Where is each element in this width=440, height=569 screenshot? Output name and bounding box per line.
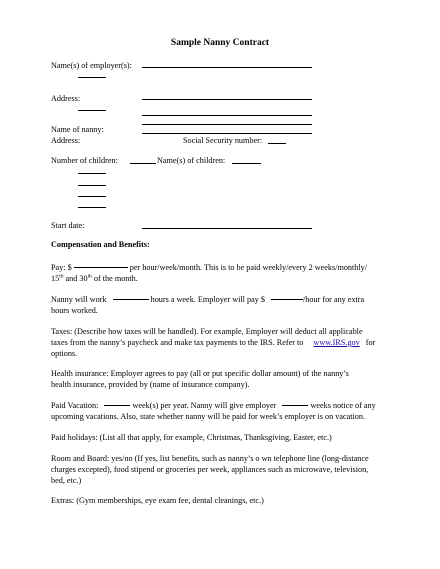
taxes-line-1: Taxes: (Describe how taxes will be handled). For example, Employer will deduct all applicable: [51, 327, 363, 336]
ssn-label: Social Security number:: [183, 136, 263, 145]
pay-sup-1: th: [59, 273, 64, 280]
children-names-line-4[interactable]: [78, 196, 106, 197]
vacation-prefix: Paid Vacation:: [51, 401, 99, 410]
employer-field-line[interactable]: [142, 67, 312, 68]
room-board-line-2: charges excepted), food stipend or groceries per week, appliances such as microwave, television,: [51, 465, 369, 474]
taxes-line-3: options.: [51, 349, 78, 358]
children-names-line-3[interactable]: [78, 185, 106, 186]
pay-line-2: [51, 273, 138, 284]
employer-address-line-2[interactable]: [78, 110, 106, 111]
vacation-line-2: upcoming vacations. Also, state whether nanny will be paid for week’s employer is on vacation.: [51, 412, 366, 421]
irs-link[interactable]: www.IRS.gov: [313, 338, 360, 347]
health-line-2: health insurance, provided by (name of insurance company).: [51, 380, 250, 389]
ssn-line[interactable]: [268, 143, 286, 144]
vacation-notice-line[interactable]: [282, 405, 308, 406]
children-names-label: Name(s) of children:: [157, 156, 226, 165]
employer-label: Name(s) of employer(s):: [51, 61, 132, 70]
children-count-line[interactable]: [130, 163, 156, 164]
vacation-mid: week(s) per year. Nanny will give employer: [132, 401, 277, 410]
nanny-address-line[interactable]: [142, 133, 312, 134]
children-names-line-5[interactable]: [78, 207, 106, 208]
pay-paragraph: [51, 262, 367, 273]
pay-prefix: Pay: $: [51, 263, 72, 272]
compensation-heading: Compensation and Benefits:: [51, 240, 150, 249]
room-board-line-1: Room and Board: yes/no (If yes, list benefits, such as nanny’s o wn telephone line (long-distance: [51, 454, 369, 463]
hours-prefix: Nanny will work: [51, 295, 107, 304]
children-count-label: Number of children:: [51, 156, 118, 165]
pay-date-30: and 30: [63, 274, 88, 283]
taxes-line-2b: for: [365, 338, 376, 347]
start-date-line[interactable]: [142, 228, 312, 229]
hours-mid: hours a week. Employer will pay $: [150, 295, 265, 304]
vacation-weeks-line[interactable]: [104, 405, 130, 406]
extras-line-1: Extras: (Gym memberships, eye exam fee, dental cleanings, etc.): [51, 496, 264, 505]
page-title: Sample Nanny Contract: [170, 38, 270, 48]
hours-line-2: hours worked.: [51, 306, 98, 315]
vacation-suffix: weeks notice of any: [310, 401, 376, 410]
nanny-address-label: Address:: [51, 136, 81, 145]
pay-amount-line[interactable]: [74, 267, 128, 268]
children-names-line-2[interactable]: [78, 173, 106, 174]
nanny-name-label: Name of nanny:: [51, 125, 104, 134]
start-date-label: Start date:: [51, 221, 85, 230]
hours-line[interactable]: [113, 299, 149, 300]
hours-suffix: /hour for any extra: [303, 295, 365, 304]
room-board-line-3: bed, etc.): [51, 476, 82, 485]
pay-date-15: 15: [51, 274, 60, 283]
employer-address-line-1[interactable]: [142, 99, 312, 100]
employer-field-line-2[interactable]: [78, 77, 106, 78]
taxes-line-2a: taxes from the nanny’s paycheck and make tax payments to the IRS. Refer to: [51, 338, 304, 347]
holidays-line-1: Paid holidays: (List all that apply, for example, Christmas, Thanksgiving, Easter, etc.): [51, 433, 332, 442]
health-line-1: Health insurance: Employer agrees to pay (all or put specific dollar amount) of the nanny’s: [51, 369, 349, 378]
employer-address-line-3[interactable]: [142, 115, 312, 116]
extra-rate-line[interactable]: [271, 299, 303, 300]
vacation-paragraph: [51, 400, 376, 411]
pay-line1-rest: per hour/week/month. This is to be paid weekly/every 2 weeks/monthly/: [129, 263, 368, 272]
employer-address-label: Address:: [51, 94, 81, 103]
pay-date-rest: of the month.: [91, 274, 138, 283]
hours-paragraph: [51, 294, 364, 305]
nanny-name-line[interactable]: [142, 124, 312, 125]
pay-sup-2: th: [87, 273, 92, 280]
taxes-line-2: [51, 337, 375, 348]
children-names-line-1[interactable]: [232, 163, 261, 164]
